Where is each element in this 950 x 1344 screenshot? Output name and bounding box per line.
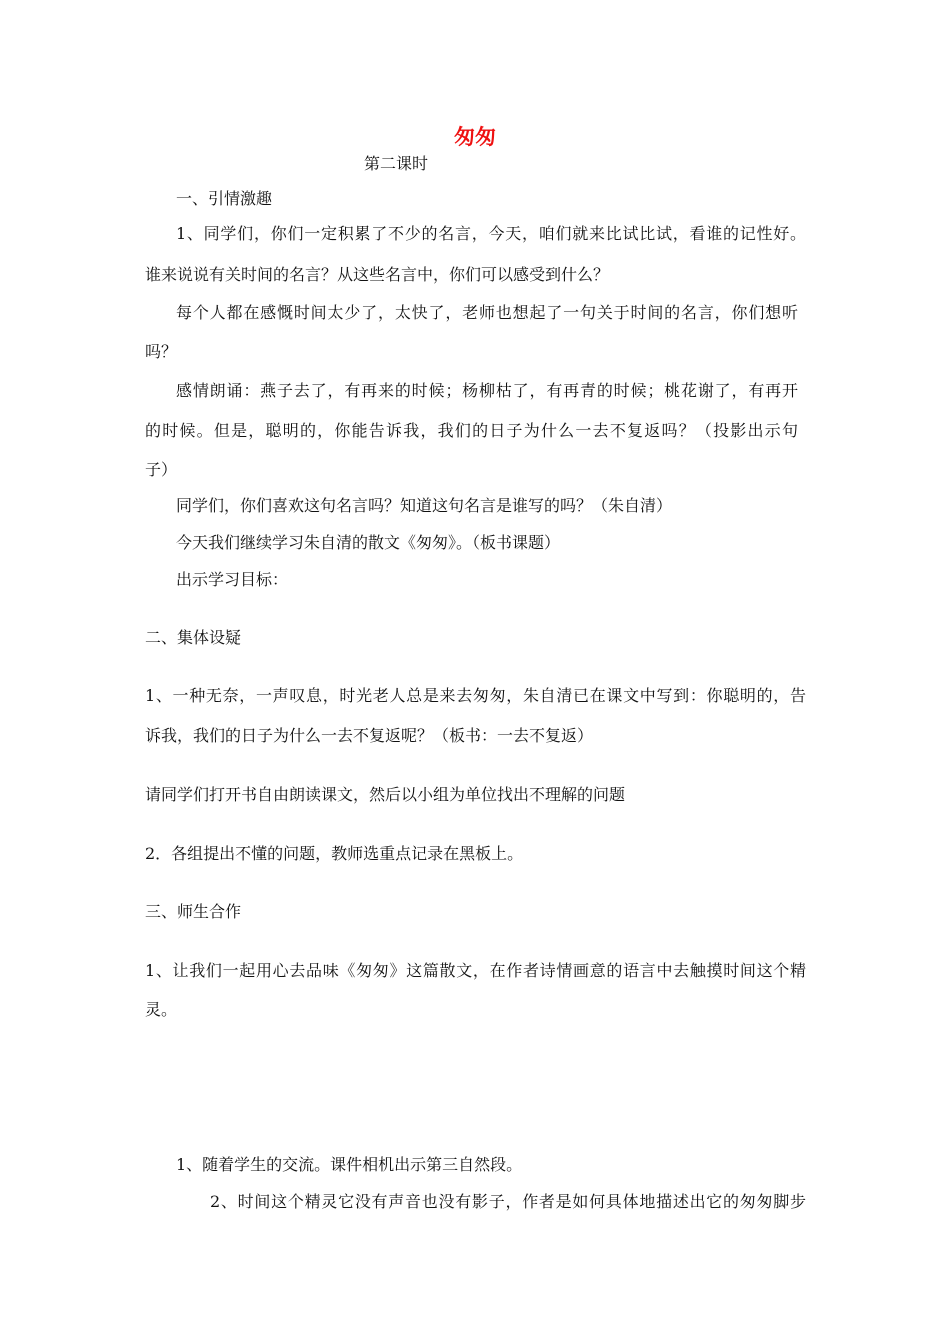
section-heading: 二、集体设疑 bbox=[145, 628, 242, 647]
paragraph-line: 请同学们打开书自由朗读课文，然后以小组为单位找出不理解的问题 bbox=[145, 785, 626, 804]
document-title: 匆匆 bbox=[454, 125, 496, 149]
paragraph-line: 2、时间这个精灵它没有声音也没有影子，作者是如何具体地描述出它的匆匆脚步 bbox=[210, 1192, 806, 1211]
paragraph-line: 同学们，你们喜欢这句名言吗？知道这句名言是谁写的吗？（朱自清） bbox=[176, 496, 673, 515]
section-heading: 三、师生合作 bbox=[145, 902, 242, 921]
paragraph-line: 诉我，我们的日子为什么一去不复返呢？（板书：一去不复返） bbox=[145, 726, 594, 745]
paragraph-line: 感情朗诵：燕子去了，有再来的时候；杨柳枯了，有再青的时候；桃花谢了，有再开 bbox=[176, 381, 798, 400]
paragraph-line: 2．各组提出不懂的问题，教师选重点记录在黑板上。 bbox=[145, 844, 524, 863]
paragraph-line: 灵。 bbox=[145, 1000, 178, 1019]
paragraph-line: 出示学习目标： bbox=[176, 570, 289, 589]
section-heading: 一、引情激趣 bbox=[176, 189, 273, 208]
paragraph-line: 每个人都在感慨时间太少了，太快了，老师也想起了一句关于时间的名言，你们想听 bbox=[176, 303, 798, 322]
paragraph-line: 1、让我们一起用心去品味《匆匆》这篇散文，在作者诗情画意的语言中去触摸时间这个精 bbox=[145, 961, 806, 980]
paragraph-line: 1、随着学生的交流。课件相机出示第三自然段。 bbox=[176, 1155, 523, 1174]
paragraph-line: 子） bbox=[145, 460, 178, 479]
paragraph-line: 1、同学们，你们一定积累了不少的名言，今天，咱们就来比试比试，看谁的记性好。 bbox=[176, 224, 806, 243]
paragraph-line: 谁来说说有关时间的名言？从这些名言中，你们可以感受到什么？ bbox=[145, 265, 610, 284]
lesson-subtitle: 第二课时 bbox=[364, 154, 429, 173]
paragraph-line: 今天我们继续学习朱自清的散文《匆匆》。（板书课题） bbox=[176, 533, 561, 552]
paragraph-line: 1、一种无奈，一声叹息，时光老人总是来去匆匆，朱自清已在课文中写到：你聪明的，告 bbox=[145, 686, 806, 705]
paragraph-line: 的时候。但是，聪明的，你能告诉我，我们的日子为什么一去不复返吗？（投影出示句 bbox=[145, 421, 798, 440]
paragraph-line: 吗？ bbox=[145, 342, 178, 361]
